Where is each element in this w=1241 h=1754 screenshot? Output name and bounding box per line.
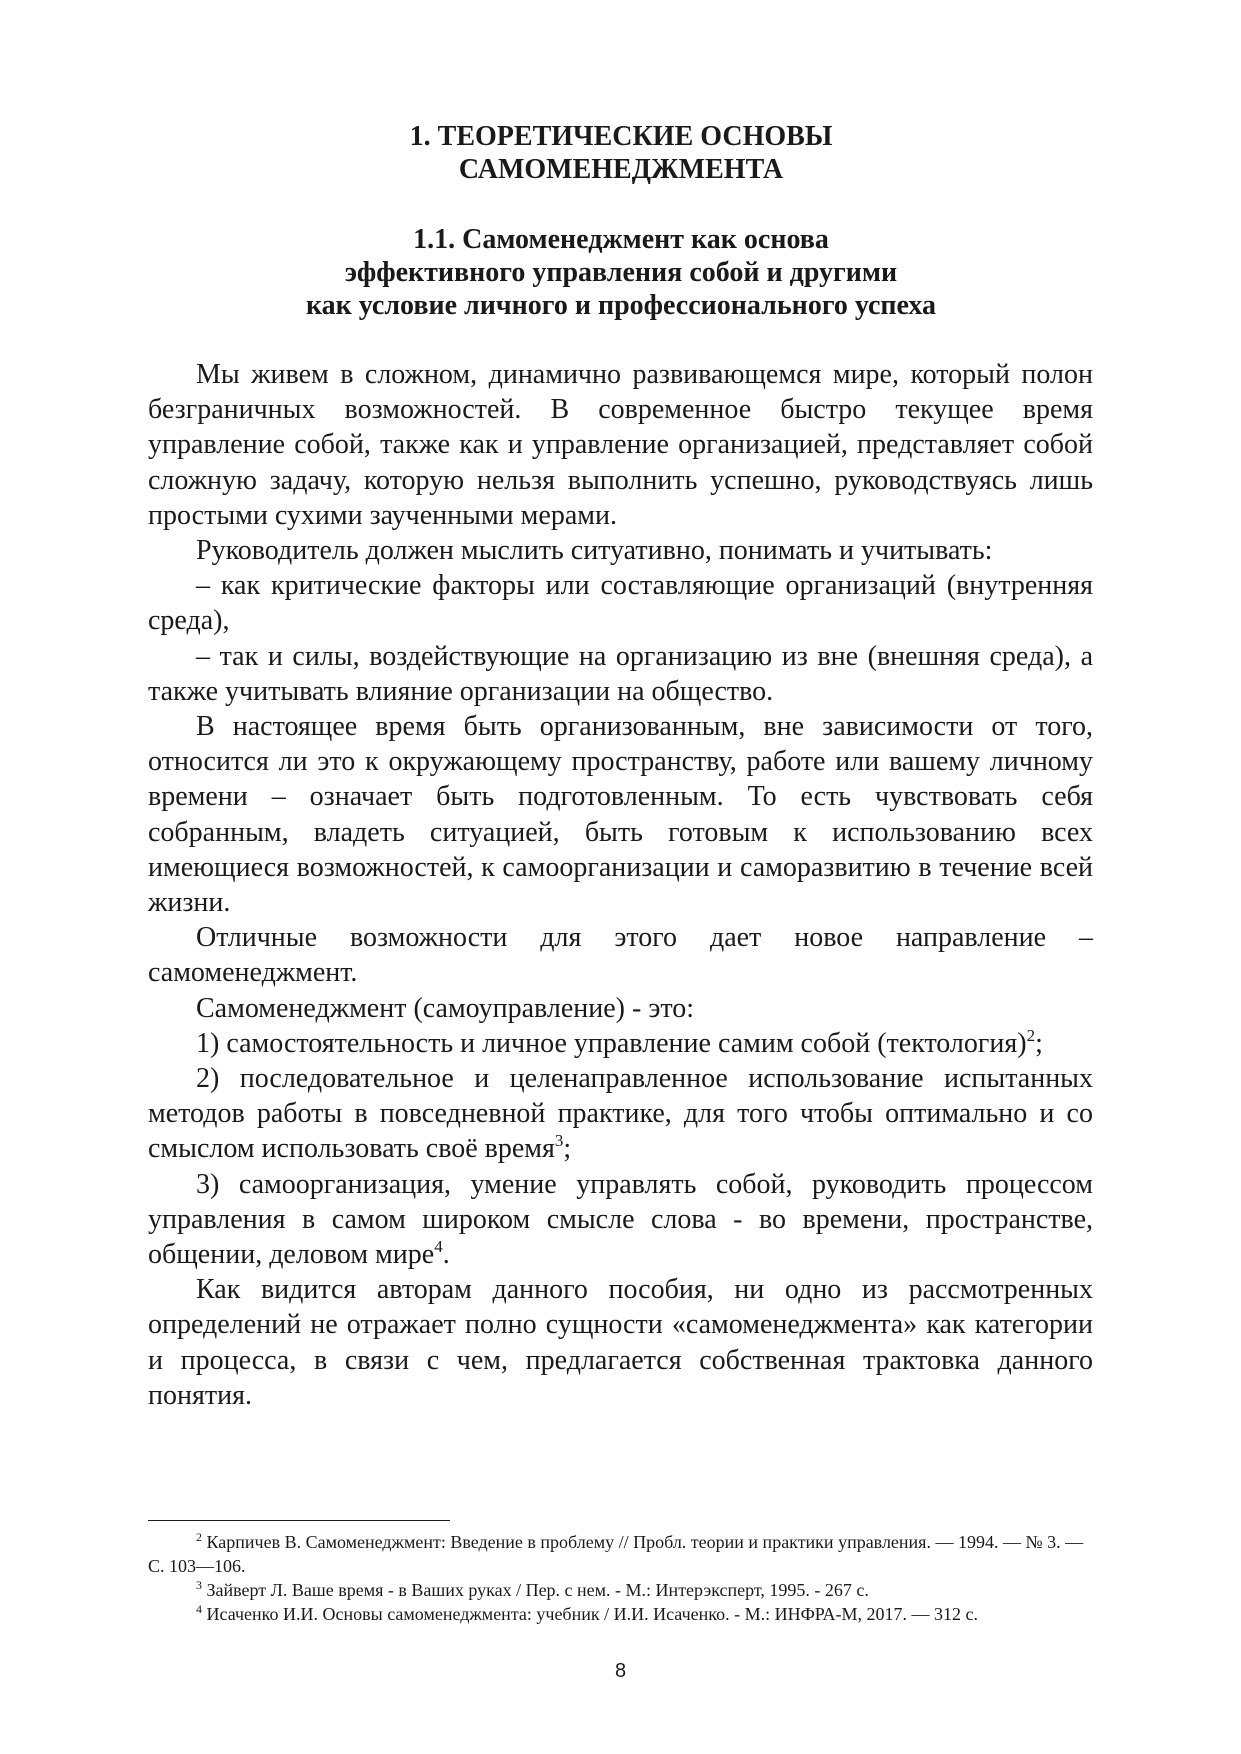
punctuation: ; xyxy=(1035,1027,1043,1059)
footnote-ref[interactable]: 3 xyxy=(554,1131,564,1151)
footnote-text: Карпичев В. Самоменеджмент: Введение в проблему // Пробл. теории и практики управления. — 1994. — № 3. — С. 103—106. xyxy=(148,1532,1084,1576)
section-title xyxy=(150,223,1092,322)
section-title-line-1: 1.1. Самоменеджмент как основа xyxy=(413,224,829,255)
footnote-text: Исаченко И.И. Основы самоменеджмента: учебник / И.И. Исаченко. - М.: ИНФРА-М, 2017. — 312 с. xyxy=(202,1604,978,1624)
definition-item-3 xyxy=(148,1167,1093,1273)
punctuation: . xyxy=(442,1239,450,1271)
chapter-title-line-2: САМОМЕНЕДЖМЕНТА xyxy=(458,154,784,185)
footnotes xyxy=(148,1530,1093,1626)
list-item: – так и силы, воздействующие на организацию из вне (внешняя среда), а также учитывать влияние организации на общество. xyxy=(148,640,1093,707)
list-item: – как критические факторы или составляющие организаций (внутренняя среда), xyxy=(148,570,1093,637)
footnote-number: 3 xyxy=(196,1578,202,1592)
paragraph: Как видится авторам данного пособия, ни одно из рассмотренных определений не отражает полно сущности «самоменеджмента» как категории и процесса, в связи с чем, предлагается собственная трактовка данного понятия. xyxy=(148,1274,1093,1411)
definition-text: 3) самоорганизация, умение управлять собой, руководить процессом управления в самом широком смысле слова - во времени, пространстве, общении, деловом мире xyxy=(148,1168,1093,1271)
definition-text: 1) самостоятельность и личное управление самим собой (тектология) xyxy=(196,1027,1027,1059)
paragraph: Руководитель должен мыслить ситуативно, понимать и учитывать: xyxy=(196,535,993,567)
chapter-title xyxy=(150,120,1092,186)
paragraph: Отличные возможности для этого дает новое направление – самоменеджмент. xyxy=(148,922,1093,989)
footnote-text: Зайверт Л. Ваше время - в Ваших руках / Пер. с нем. - М.: Интерэксперт, 1995. - 267 с. xyxy=(202,1580,869,1600)
section-title-line-3: как условие личного и профессионального успеха xyxy=(305,290,937,321)
footnote xyxy=(148,1530,1093,1578)
body-text xyxy=(148,357,1093,1413)
footnote xyxy=(148,1602,1093,1626)
page-number: 8 xyxy=(614,1660,627,1682)
definition-item-2 xyxy=(148,1061,1093,1167)
paragraph: Мы живем в сложном, динамично развивающемся мире, который полон безграничных возможностей. В современное быстро текущее время управление собой, также как и управление организацией, представляет собой сложную задачу, которую нельзя выполнить успешно, руководствуясь лишь простыми сухими заученными мерами. xyxy=(148,359,1093,531)
footnote-number: 4 xyxy=(196,1602,202,1616)
paragraph: В настоящее время быть организованным, вне зависимости от того, относится ли это к окружающему пространству, работе или вашему личному времени – означает быть подготовленным. То есть чувствовать себя собранным, владеть ситуацией, быть готовым к использованию всех имеющиеся возможностей, к самоорганизации и саморазвитию в течение всей жизни. xyxy=(148,711,1093,919)
chapter-title-line-1: 1. ТЕОРЕТИЧЕСКИЕ ОСНОВЫ xyxy=(409,121,833,152)
footnote-ref[interactable]: 4 xyxy=(434,1236,443,1256)
footnote-separator xyxy=(148,1520,450,1521)
footnote-number: 2 xyxy=(196,1530,202,1544)
definition-item-1 xyxy=(148,1026,1093,1061)
section-title-line-2: эффективного управления собой и другими xyxy=(344,257,898,288)
footnote xyxy=(148,1578,1093,1602)
paragraph: Самоменеджмент (самоуправление) - это: xyxy=(196,992,694,1024)
definition-text: 2) последовательное и целенаправленное использование испытанных методов работы в повседневной практике, для того чтобы оптимально и со смыслом использовать своё время xyxy=(148,1063,1093,1165)
punctuation: ; xyxy=(563,1133,572,1165)
footnote-ref[interactable]: 2 xyxy=(1026,1025,1036,1045)
